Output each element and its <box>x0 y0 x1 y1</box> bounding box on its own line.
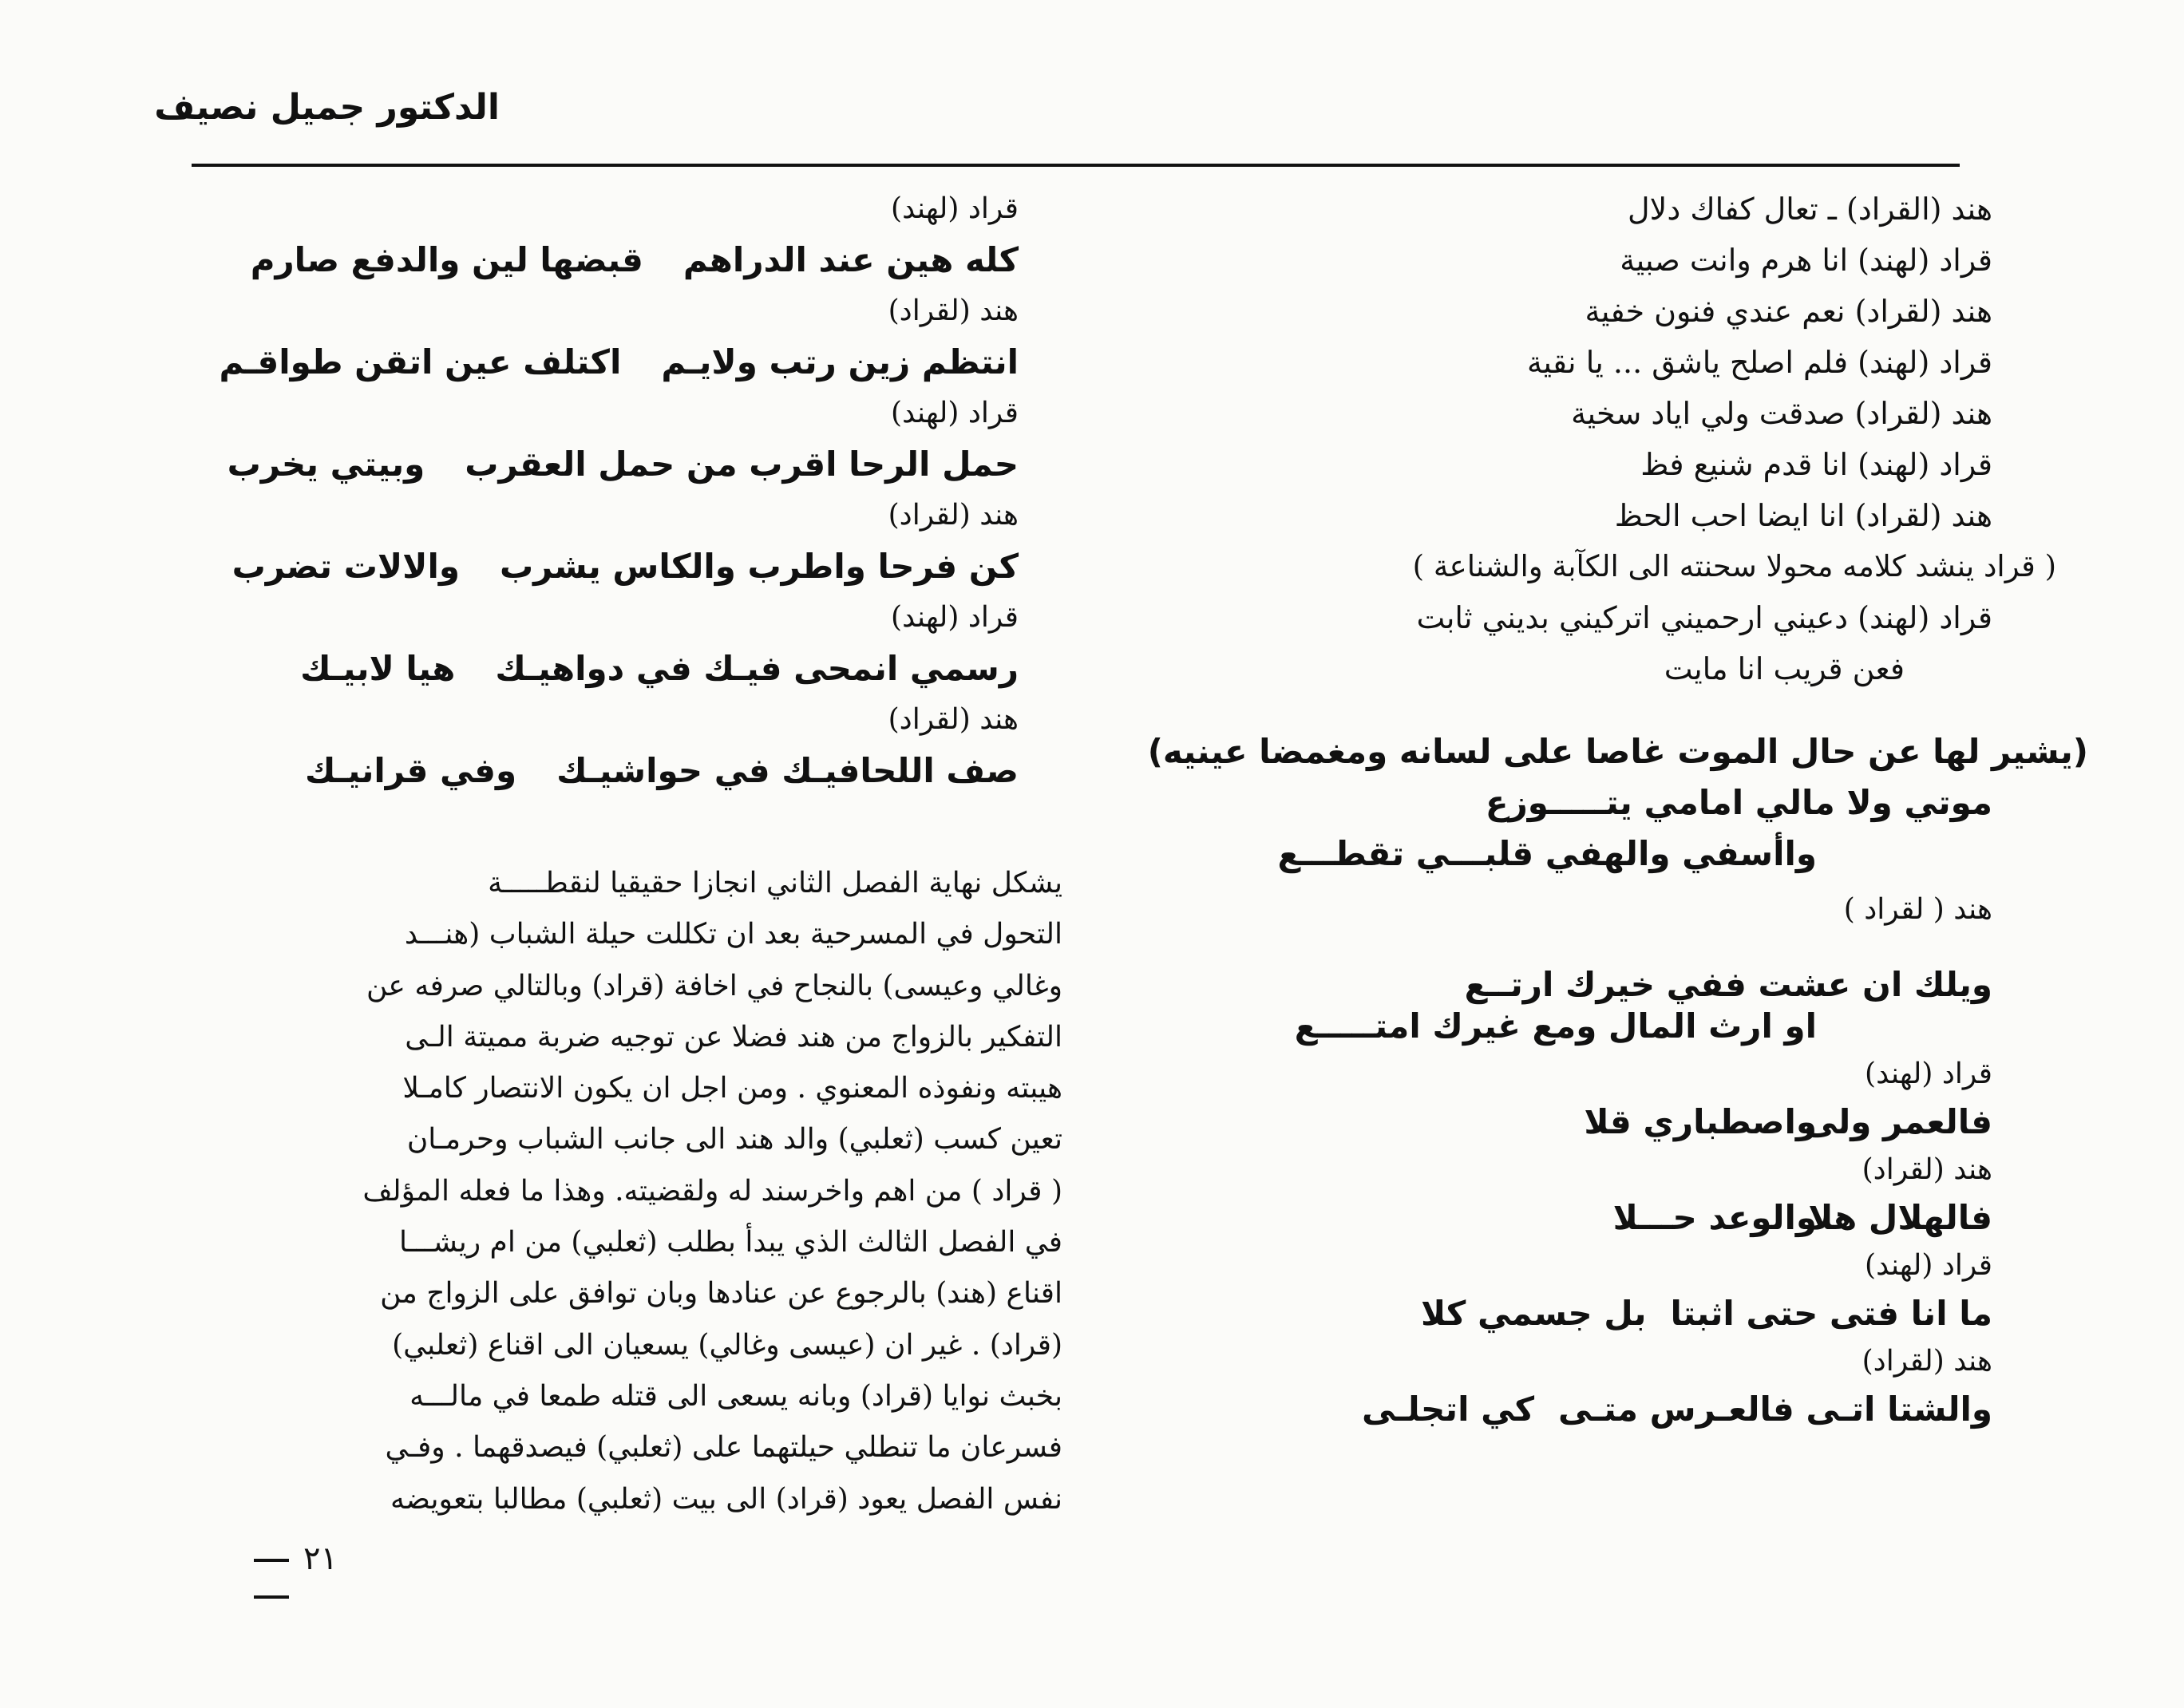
paragraph-line: اقناع (هند) بالرجوع عن عنادها وبان توافق على الزواج من <box>380 1277 1062 1311</box>
dialogue-line: فعن قريب انا مايت <box>1664 651 1905 686</box>
dialogue-line: قراد (لهند) دعيني ارحميني اتركيني بديني ثابت <box>1416 600 1992 635</box>
dialogue-line: قراد (لهند) انا قدم شنيع فظ <box>1640 447 1992 482</box>
verse-line: ويلك ان عشت ففي خيرك ارتــع <box>1464 965 1992 1004</box>
paragraph-line: فسرعان ما تنطلي حيلتهما على (ثعلبي) فيصدقهما . وفـي <box>385 1431 1062 1465</box>
verse-line: انتظم زين رتب ولايـماكتلف عين اتقن طواقـم <box>219 342 1019 382</box>
verse-line: ما انا فتى حتى اثبتابل جسمي كلا <box>1421 1294 1992 1333</box>
speaker-label: هند (لقراد) <box>888 295 1019 327</box>
verse-line: موتي ولا مالي امامي يتـــــوزع <box>1485 783 1992 822</box>
paragraph-line: في الفصل الثالث الذي يبدأ بطلب (ثعلبي) من ام ريشـــا <box>398 1226 1062 1259</box>
stage-direction-bold: (يشير لها عن حال الموت غاصا على لسانه ومغمضا عينيه) <box>1147 732 2088 771</box>
speaker-label: قراد (لهند) <box>891 601 1019 634</box>
dialogue-line: هند (القراد) ـ تعال كفاك دلال <box>1628 192 1992 227</box>
paragraph-line: نفس الفصل يعود (قراد) الى بيت (ثعلبي) مطالبا بتعويضه <box>390 1482 1062 1516</box>
verse-line: والشتا اتـى فالعـرس متـىكي اتجلـى <box>1362 1390 1992 1429</box>
speaker-label: هند ( لقراد ) <box>1843 893 1992 926</box>
header-rule <box>192 164 1960 167</box>
paragraph-line: تعين كسب (ثعلبي) والد هند الى جانب الشباب وحرمـان <box>406 1123 1062 1156</box>
paragraph-line: بخبث نوايا (قراد) وبانه يسعى الى قتله طمعا في مالـــه <box>410 1379 1062 1413</box>
body-paragraph <box>200 858 1062 1525</box>
dialogue-line: قراد (لهند) انا هرم وانت صبية <box>1620 243 1992 278</box>
verse-line: صف اللحافيـك في حواشيـكوفي قرانيـك <box>305 751 1019 790</box>
dialogue-line: قراد (لهند) فلم اصلح ياشق ... يا نقية <box>1526 345 1992 380</box>
speaker-label: قراد (لهند) <box>1865 1249 1992 1282</box>
paragraph-line: يشكل نهاية الفصل الثاني انجازا حقيقيا لنقطـــــة <box>488 867 1062 899</box>
paragraph-line: ( قراد ) من اهم واخرسند له ولقضيته. وهذا ما فعله المؤلف <box>362 1174 1062 1208</box>
speaker-label: قراد (لهند) <box>891 192 1019 225</box>
speaker-label: هند (لقراد) <box>1862 1345 1992 1378</box>
paragraph-line: هيبته ونفوذه المعنوي . ومن اجل ان يكون الانتصار كامـلا <box>402 1072 1062 1105</box>
verse-line: رسمي انمحى فيـك في دواهيـكهيا لابيـك <box>300 649 1019 688</box>
right-column <box>955 184 2088 1435</box>
page-number: ٢١ <box>239 1540 399 1614</box>
verse-line: فالعمر ولىواصطباري قلا <box>1584 1102 1992 1141</box>
dialogue-line: هند (لقراد) انا ايضا احب الحظ <box>1614 498 1992 533</box>
stage-direction: ( قراد ينشد كلامه محولا سحنته الى الكآبة والشناعة ) <box>1412 549 2056 583</box>
verse-line: حمل الرحا اقرب من حمل العقربوبيتي يخرب <box>227 445 1019 484</box>
dialogue-line: هند (لقراد) نعم عندي فنون خفية <box>1585 294 1992 329</box>
verse-line: واأسفي والهفي قلبـــي تقطـــع <box>1277 834 1817 873</box>
paragraph-line: (قراد) . غير ان (عيسى وغالي) يسعيان الى اقناع (ثعلبي) <box>392 1328 1062 1362</box>
verse-line: فالهلال هلاوالوعد حـــلا <box>1612 1198 1992 1237</box>
speaker-label: هند (لقراد) <box>888 499 1019 532</box>
verse-line: كله هين عند الدراهمقبضها لين والدفع صارم <box>250 240 1019 279</box>
speaker-label: قراد (لهند) <box>891 397 1019 429</box>
verse-line: كن فرحا واطرب والكاس يشربوالالات تضرب <box>231 547 1019 586</box>
left-column <box>172 184 1019 797</box>
running-header: الدكتور جميل نصيف <box>154 87 500 128</box>
verse-line: او ارث المال ومع غيرك امتـــــع <box>1294 1006 1817 1046</box>
speaker-label: هند (لقراد) <box>888 703 1019 736</box>
paragraph-line: التحول في المسرحية بعد ان تكللت حيلة الشباب (هنـــد <box>404 918 1062 951</box>
paragraph-line: وغالي وعيسى) بالنجاح في اخافة (قراد) وبالتالي صرفه عن <box>366 969 1062 1002</box>
dialogue-line: هند (لقراد) صدقت ولي اياد سخية <box>1571 396 1992 431</box>
speaker-label: هند (لقراد) <box>1862 1153 1992 1186</box>
paragraph-line: التفكير بالزواج من هند فضلا عن توجيه ضربة مميتة الـى <box>405 1020 1062 1054</box>
speaker-label: قراد (لهند) <box>1865 1058 1992 1090</box>
